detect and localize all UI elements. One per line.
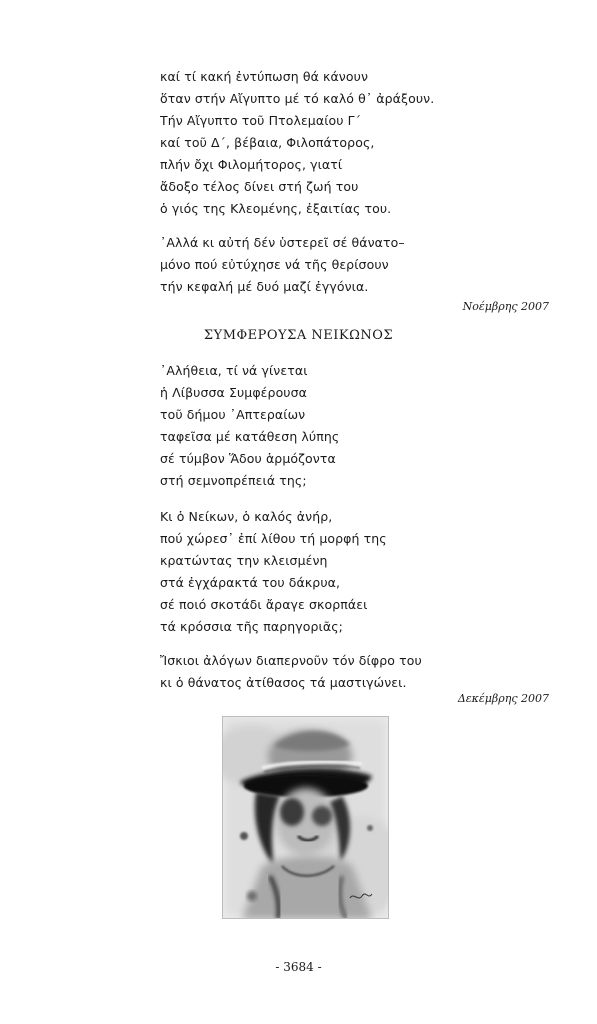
ink-portrait-illustration	[222, 716, 389, 919]
poem-line: ἄδοξο τέλος δίνει στή ζωή του	[160, 179, 359, 194]
poem-line: τήν κεφαλή μέ δυό μαζί ἐγγόνια.	[160, 279, 369, 294]
poem-line: καί τοῦ Δ´, βέβαια, Φιλοπάτορος,	[160, 135, 375, 150]
poem-line: στή σεμνοπρέπειά της;	[160, 473, 307, 488]
poem2-stanza2	[160, 506, 460, 638]
poem2-stanza3	[160, 650, 460, 694]
poem-line: ὁ γιός της Κλεομένης, ἐξαιτίας του.	[160, 201, 392, 216]
poem1-date: Νοέμβρης 2007	[462, 300, 549, 313]
poem-line: κι ὁ θάνατος ἀτίθασος τά μαστιγώνει.	[160, 675, 407, 690]
poem-line: τά κρόσσια τῆς παρηγοριᾶς;	[160, 619, 343, 634]
poem-line: τοῦ δήμου ᾿Απτεραίων	[160, 407, 306, 422]
poem-line: στά ἐγχάρακτά του δάκρυα,	[160, 575, 341, 590]
page-number: - 3684 -	[275, 960, 322, 974]
poem1-stanza2	[160, 232, 460, 298]
poem-line: πλήν ὄχι Φιλομήτορος, γιατί	[160, 157, 343, 172]
poem-line: Κι ὁ Νείκων, ὁ καλός ἀνήρ,	[160, 509, 333, 524]
poem-line: κρατώντας την κλεισμένη	[160, 553, 328, 568]
poem-line: Τήν Αἴγυπτο τοῦ Πτολεμαίου Γ´	[160, 113, 362, 128]
poem-line: μόνο πού εὐτύχησε νά τῆς θερίσουν	[160, 257, 389, 272]
poem-line: ἡ Λίβυσσα Συμφέρουσα	[160, 385, 308, 400]
poem2-stanza1	[160, 360, 460, 492]
ink-portrait-woman-hat-icon	[222, 716, 389, 919]
poem2-title: ΣΥΜΦΕΡΟΥΣΑ ΝΕΙΚΩΝΟΣ	[203, 328, 394, 343]
poem-line: πού χώρεσ᾿ ἐπί λίθου τή μορφή της	[160, 531, 387, 546]
poem-line: Ἴσκιοι ἀλόγων διαπερνοῦν τόν δίφρο του	[160, 653, 422, 668]
poem-line: καί τί κακή ἐντύπωση θά κάνουν	[160, 69, 369, 84]
poem-line: ὅταν στήν Αἴγυπτο μέ τό καλό θ᾿ ἀράξουν.	[160, 91, 435, 106]
poem-line: ᾿Αλήθεια, τί νά γίνεται	[160, 363, 308, 378]
poem-line: σέ τύμβον Ἅδου ἁρμόζοντα	[160, 451, 336, 466]
poem2-date: Δεκέμβρης 2007	[457, 692, 549, 705]
poem-line: ταφεῖσα μέ κατάθεση λύπης	[160, 429, 340, 444]
poem-line: ᾿Αλλά κι αὐτή δέν ὑστερεῖ σέ θάνατο–	[160, 235, 405, 250]
poem-line: σέ ποιό σκοτάδι ἄραγε σκορπάει	[160, 597, 368, 612]
poem1-stanza1	[160, 66, 460, 220]
